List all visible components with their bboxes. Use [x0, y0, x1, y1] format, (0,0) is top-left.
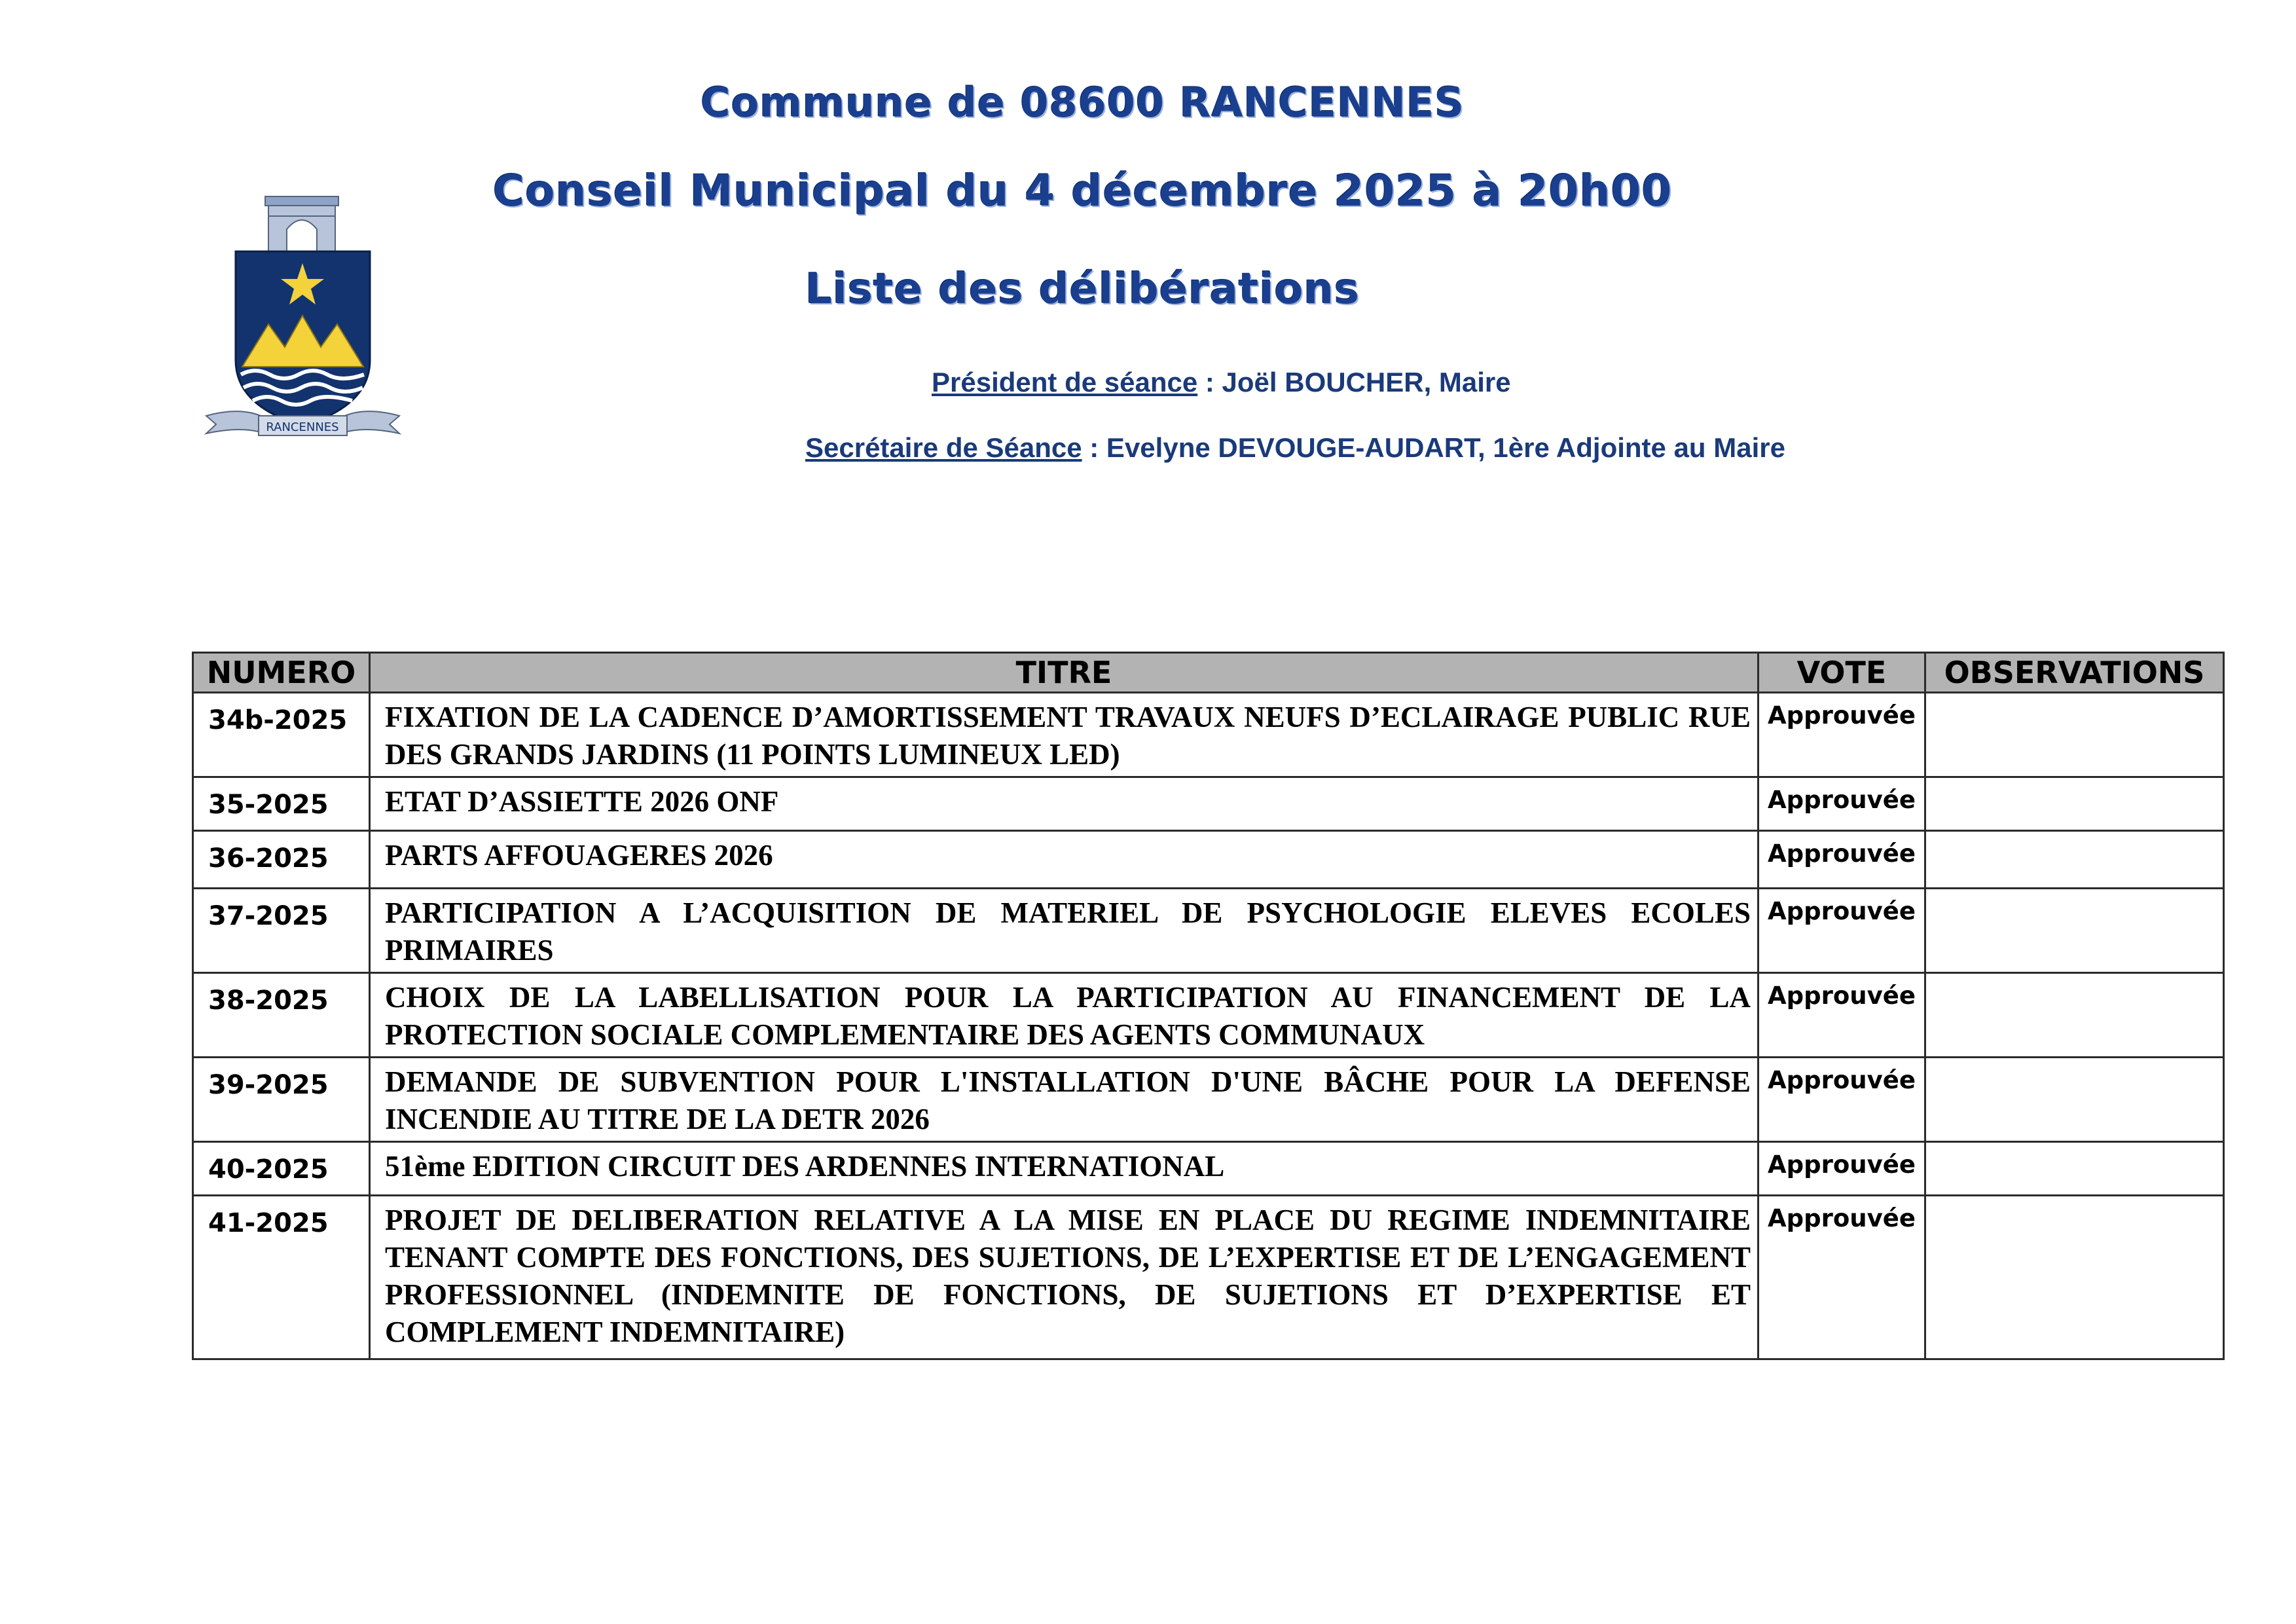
row-title: PROJET DE DELIBERATION RELATIVE A LA MISE EN PLACE DU REGIME INDEMNITAIRE TENANT COMPTE DES FONCTIONS, DES SUJETIONS, DE L’EXPERTISE ET DE L’ENGAGEMENT PROFESSIONNEL (INDEMNITE DE FONCTIONS, DE SUJETIONS ET D’EXPERTISE ET COMPLEMENT INDEMNITAIRE): [370, 1196, 1758, 1359]
row-title: FIXATION DE LA CADENCE D’AMORTISSEMENT TRAVAUX NEUFS D’ECLAIRAGE PUBLIC RUE DES GRANDS JARDINS (11 POINTS LUMINEUX LED): [370, 693, 1758, 777]
row-number: 39-2025: [193, 1058, 370, 1142]
col-header-observations: OBSERVATIONS: [1925, 653, 2224, 693]
table-row: [193, 1058, 2224, 1142]
row-observations: [1925, 831, 2224, 889]
secretary-line: [805, 432, 1785, 464]
council-title: Conseil Municipal du 4 décembre 2025 à 20h00: [492, 166, 1673, 216]
row-title: PARTICIPATION A L’ACQUISITION DE MATERIEL DE PSYCHOLOGIE ELEVES ECOLES PRIMAIRES: [370, 889, 1758, 973]
col-header-numero: NUMERO: [193, 653, 370, 693]
municipal-crest: [203, 190, 403, 449]
row-number: 36-2025: [193, 831, 370, 889]
row-vote: Approuvée: [1758, 1196, 1925, 1359]
president-label: Président de séance: [932, 367, 1198, 397]
table-row: [193, 1142, 2224, 1196]
president-value: : Joël BOUCHER, Maire: [1197, 367, 1511, 397]
row-observations: [1925, 1142, 2224, 1196]
row-vote: Approuvée: [1758, 973, 1925, 1058]
row-observations: [1925, 777, 2224, 831]
row-observations: [1925, 693, 2224, 777]
row-title: ETAT D’ASSIETTE 2026 ONF: [370, 777, 1758, 831]
row-observations: [1925, 973, 2224, 1058]
row-number: 40-2025: [193, 1142, 370, 1196]
row-title: 51ème EDITION CIRCUIT DES ARDENNES INTERNATIONAL: [370, 1142, 1758, 1196]
row-observations: [1925, 1058, 2224, 1142]
table-row: [193, 973, 2224, 1058]
secretary-value: : Evelyne DEVOUGE-AUDART, 1ère Adjointe au Maire: [1082, 432, 1785, 463]
col-header-titre: TITRE: [370, 653, 1758, 693]
deliberations-table: [192, 652, 2225, 1360]
row-vote: Approuvée: [1758, 1058, 1925, 1142]
list-title: Liste des délibérations: [805, 265, 1360, 314]
president-line: [932, 367, 1511, 398]
row-number: 41-2025: [193, 1196, 370, 1359]
table-row: [193, 889, 2224, 973]
row-number: 38-2025: [193, 973, 370, 1058]
table-row: [193, 777, 2224, 831]
crest-banner-text: RANCENNES: [266, 420, 339, 434]
secretary-label: Secrétaire de Séance: [805, 432, 1082, 463]
table-row: [193, 831, 2224, 889]
row-observations: [1925, 889, 2224, 973]
table-row: [193, 693, 2224, 777]
commune-title: Commune de 08600 RANCENNES: [701, 79, 1465, 126]
row-vote: Approuvée: [1758, 889, 1925, 973]
col-header-vote: VOTE: [1758, 653, 1925, 693]
row-observations: [1925, 1196, 2224, 1359]
row-title: DEMANDE DE SUBVENTION POUR L'INSTALLATION D'UNE BÂCHE POUR LA DEFENSE INCENDIE AU TITRE DE LA DETR 2026: [370, 1058, 1758, 1142]
row-vote: Approuvée: [1758, 693, 1925, 777]
table-header-row: [193, 653, 2224, 693]
row-vote: Approuvée: [1758, 831, 1925, 889]
row-title: CHOIX DE LA LABELLISATION POUR LA PARTICIPATION AU FINANCEMENT DE LA PROTECTION SOCIALE COMPLEMENTAIRE DES AGENTS COMMUNAUX: [370, 973, 1758, 1058]
row-vote: Approuvée: [1758, 777, 1925, 831]
table-row: [193, 1196, 2224, 1359]
row-number: 37-2025: [193, 889, 370, 973]
row-number: 35-2025: [193, 777, 370, 831]
row-number: 34b-2025: [193, 693, 370, 777]
row-vote: Approuvée: [1758, 1142, 1925, 1196]
row-title: PARTS AFFOUAGERES 2026: [370, 831, 1758, 889]
